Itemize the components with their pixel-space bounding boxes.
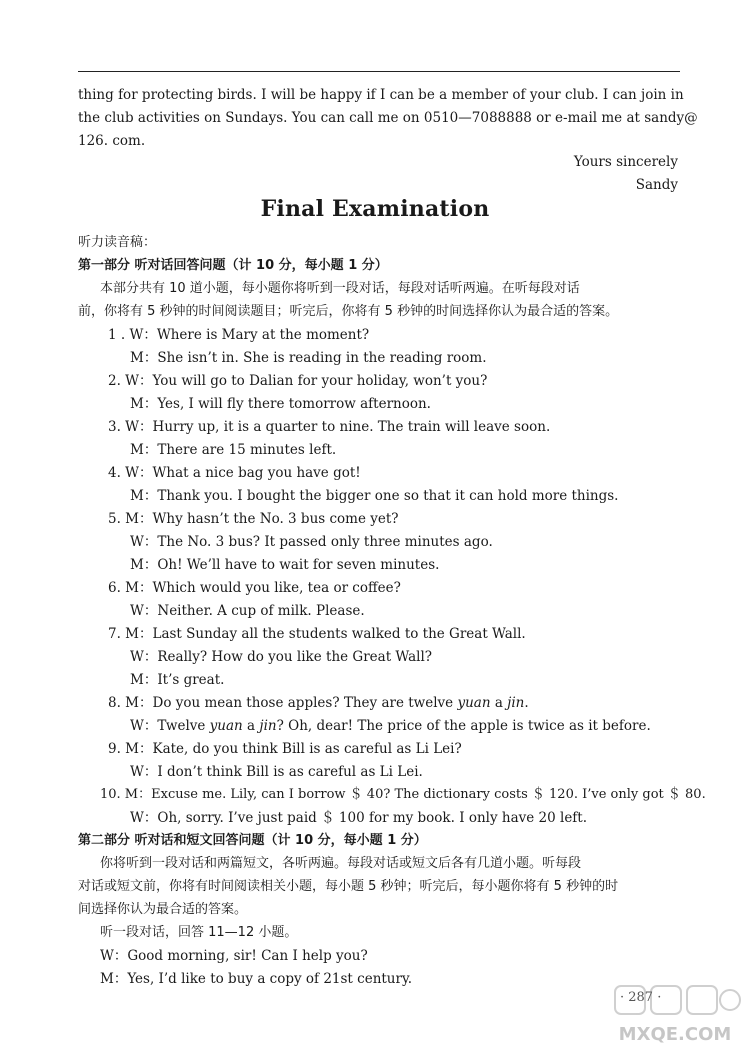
dialogue-1-m: M：She isn’t in. She is reading in the reading room.: [130, 350, 487, 366]
dialogue-10-m: 10. M：Excuse me. Lily, can I borrow ＄ 40? The dictionary costs ＄ 120. I’ve only got ＄ 80.: [100, 787, 706, 802]
dialogue-8-w: [130, 716, 651, 736]
part2-instructions-4: 听一段对话，回答 11—12 小题。: [100, 925, 298, 940]
dialogue-5-m: 5. M：Why hasn’t the No. 3 bus come yet?: [108, 511, 399, 527]
letter-line-3: 126. com.: [78, 133, 146, 149]
part1-instructions-2: 前，你将有 5 秒钟的时间阅读题目；听完后，你将有 5 秒钟的时间选择你认为最合适的答案。: [78, 304, 619, 319]
dialogue-8-m: [108, 693, 529, 713]
letter-line-2: the club activities on Sundays. You can call me on 0510—7088888 or e-mail me at sandy@: [78, 110, 698, 126]
dialogue-8-m-mid: a: [490, 695, 508, 711]
dialogue-9-m: 9. M：Kate, do you think Bill is as careful as Li Lei?: [108, 741, 462, 757]
page-number: · 287 ·: [620, 990, 662, 1005]
dialogue-7-m2: M：It’s great.: [130, 672, 225, 688]
dialogue-8-m-jin: jin: [507, 695, 525, 711]
part2-heading: 第二部分 听对话和短文回答问题（计 10 分，每小题 1 分）: [78, 833, 427, 848]
part2-instructions-1: 你将听到一段对话和两篇短文，各听两遍。每段对话或短文后各有几道小题。听每段: [100, 856, 582, 871]
dialogue-4-m: M：Thank you. I bought the bigger one so that it can hold more things.: [130, 488, 619, 504]
dialogue-6-m: 6. M：Which would you like, tea or coffee?: [108, 580, 401, 596]
dialogue-8-m-yuan: yuan: [457, 695, 491, 711]
dialogue-8-w-yuan: yuan: [209, 718, 243, 734]
transcript-label: 听力读音稿：: [78, 235, 157, 250]
dialogue-11-m: M：Yes, I’d like to buy a copy of 21st century.: [100, 971, 413, 987]
part1-instructions-1: 本部分共有 10 道小题，每小题你将听到一段对话，每段对话听两遍。在听每段对话: [100, 281, 580, 296]
dialogue-11-w: W：Good morning, sir! Can I help you?: [100, 948, 368, 964]
part2-instructions-3: 间选择你认为最合适的答案。: [78, 902, 248, 917]
top-rule: [78, 71, 680, 72]
page-title: Final Examination: [260, 196, 490, 222]
dialogue-9-w: W：I don’t think Bill is as careful as Li Lei.: [130, 764, 423, 780]
dialogue-8-m-end: .: [524, 695, 529, 711]
dialogue-8-w-text: W：Twelve: [130, 718, 210, 734]
letter-line-1: thing for protecting birds. I will be happy if I can be a member of your club. I can join in: [78, 87, 684, 103]
dialogue-8-m-text: 8. M：Do you mean those apples? They are twelve: [108, 695, 458, 711]
dialogue-5-m2: M：Oh! We’ll have to wait for seven minutes.: [130, 557, 440, 573]
dialogue-6-w: W：Neither. A cup of milk. Please.: [130, 603, 365, 619]
letter-closing: Yours sincerely: [573, 154, 678, 170]
dialogue-5-w: W：The No. 3 bus? It passed only three minutes ago.: [130, 534, 493, 550]
dialogue-7-m: 7. M：Last Sunday all the students walked to the Great Wall.: [108, 626, 526, 642]
dialogue-7-w: W：Really? How do you like the Great Wall?: [130, 649, 433, 665]
part1-heading: 第一部分 听对话回答问题（计 10 分，每小题 1 分）: [78, 258, 388, 273]
dialogue-10-w: W：Oh, sorry. I’ve just paid ＄ 100 for my book. I only have 20 left.: [130, 810, 588, 826]
dialogue-2-w: 2. W：You will go to Dalian for your holiday, won’t you?: [108, 373, 488, 389]
dialogue-3-w: 3. W：Hurry up, it is a quarter to nine. The train will leave soon.: [108, 419, 551, 435]
watermark-text: MXQE.COM: [618, 1024, 732, 1045]
part2-instructions-2: 对话或短文前，你将有时间阅读相关小题，每小题 5 秒钟；听完后，每小题你将有 5 秒钟的时: [78, 879, 619, 894]
dialogue-3-m: M：There are 15 minutes left.: [130, 442, 337, 458]
dialogue-8-w-jin: jin: [259, 718, 277, 734]
watermark-logo: [605, 980, 745, 1050]
dialogue-1-w: 1 . W：Where is Mary at the moment?: [108, 327, 370, 343]
letter-signature: Sandy: [635, 177, 678, 193]
dialogue-2-m: M：Yes, I will fly there tomorrow afternoon.: [130, 396, 431, 412]
dialogue-8-w-end: ? Oh, dear! The price of the apple is twice as it before.: [276, 718, 651, 734]
dialogue-4-w: 4. W：What a nice bag you have got!: [108, 465, 361, 481]
dialogue-8-w-mid: a: [242, 718, 260, 734]
